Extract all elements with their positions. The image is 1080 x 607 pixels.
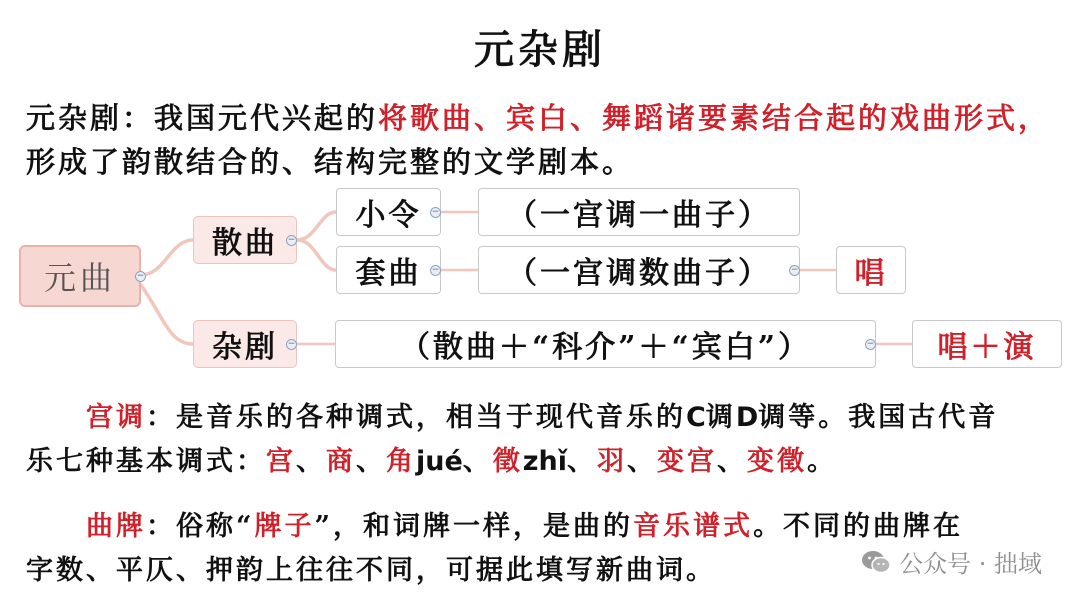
node-taoqu[interactable] xyxy=(336,246,441,294)
gongdiao-text-1: ：是音乐的各种调式，相当于现代音乐的 xyxy=(146,402,686,433)
gongdiao-line-2 xyxy=(26,440,837,484)
node-taoqu-desc[interactable] xyxy=(478,246,800,294)
link-root-zaju xyxy=(141,285,193,344)
node-sing-label: 唱 xyxy=(854,256,888,291)
separator: 、 xyxy=(296,446,326,477)
separator: 、 xyxy=(462,446,493,477)
mode-zhi-pinyin: zhǐ xyxy=(522,446,567,477)
watermark xyxy=(861,544,1042,579)
node-sanqu-label: 散曲 xyxy=(212,226,278,261)
qupai-line-2: 字数、平仄、押韵上往往不同，可据此填写新曲词。 xyxy=(26,555,716,586)
separator: 、 xyxy=(627,446,657,477)
qupai-text-3: 。不同的曲牌在 xyxy=(753,511,964,542)
gongdiao-text-2: 调等。我国古代音 xyxy=(758,402,999,433)
qupai-paizi: 牌子 xyxy=(254,511,315,542)
collapse-toggle-icon[interactable]: − xyxy=(431,207,440,217)
node-zaju-desc[interactable] xyxy=(335,320,876,368)
gongdiao-d-key: D xyxy=(735,402,759,433)
definition-lead: 元杂剧：我国元代兴起的 xyxy=(26,101,379,135)
qupai-term: 曲牌 xyxy=(86,511,146,542)
collapse-toggle-icon[interactable]: − xyxy=(866,339,875,349)
qupai-score: 音乐谱式 xyxy=(633,511,754,542)
node-sing[interactable] xyxy=(836,246,906,294)
separator: 、 xyxy=(356,446,386,477)
collapse-toggle-icon[interactable]: − xyxy=(790,265,799,275)
definition-highlight: 将歌曲、宾白、舞蹈诸要素结合起的戏曲形式， xyxy=(378,101,1051,135)
node-sanqu[interactable] xyxy=(193,216,297,264)
mode-jiao-pinyin: jué xyxy=(416,446,463,477)
separator: 、 xyxy=(717,446,747,477)
qupai-text-1: ：俗称“ xyxy=(146,511,255,542)
node-taoqu-label: 套曲 xyxy=(355,256,422,291)
collapse-toggle-icon[interactable]: − xyxy=(431,265,440,275)
link-root-sanqu xyxy=(141,240,193,275)
period: 。 xyxy=(807,446,837,477)
gongdiao-line-1 xyxy=(86,396,998,440)
mode-zhi: 徵 xyxy=(492,446,523,477)
mode-jiao: 角 xyxy=(386,446,416,477)
node-yuanqu-label: 元曲 xyxy=(43,259,116,297)
watermark-text: 公众号 · 拙域 xyxy=(899,550,1042,578)
node-xiaoling-desc-label: （一宫调一曲子） xyxy=(507,198,771,233)
node-xiaoling-label: 小令 xyxy=(355,198,422,233)
node-zaju-label: 杂剧 xyxy=(212,330,278,365)
node-yuanqu[interactable] xyxy=(19,245,141,307)
node-taoqu-desc-label: （一宫调数曲子） xyxy=(507,256,771,291)
qupai-line-1 xyxy=(86,505,963,549)
separator: 、 xyxy=(567,446,597,477)
link-sanqu-xiaoling xyxy=(297,212,336,240)
gongdiao-c-key: C xyxy=(686,402,706,433)
definition-line-2: 形成了韵散结合的、结构完整的文学剧本。 xyxy=(26,145,635,179)
mode-yu: 羽 xyxy=(597,446,627,477)
node-zaju-desc-label: （散曲＋“科介”＋“宾白”） xyxy=(399,330,812,365)
mode-gong: 宫 xyxy=(266,446,296,477)
node-sing-act-label: 唱＋演 xyxy=(937,330,1037,365)
mode-bianzhi: 变徵 xyxy=(747,446,807,477)
gongdiao-mid: 调 xyxy=(705,402,736,433)
mode-biangong: 变宫 xyxy=(657,446,717,477)
collapse-toggle-icon[interactable]: − xyxy=(287,339,296,349)
collapse-toggle-icon[interactable]: − xyxy=(287,235,296,245)
node-zaju[interactable] xyxy=(193,320,297,368)
qupai-text-2: ”，和词牌一样，是曲的 xyxy=(314,511,634,542)
mode-shang: 商 xyxy=(326,446,356,477)
node-xiaoling[interactable] xyxy=(336,188,441,236)
gongdiao-term: 宫调 xyxy=(86,402,146,433)
gongdiao-line2-lead: 乐七种基本调式： xyxy=(26,446,266,477)
node-sing-act[interactable] xyxy=(912,320,1062,368)
link-sanqu-taoqu xyxy=(297,240,336,270)
page-title: 元杂剧 xyxy=(474,26,606,73)
wechat-icon xyxy=(861,549,891,575)
collapse-toggle-icon[interactable]: − xyxy=(136,271,145,281)
node-xiaoling-desc[interactable] xyxy=(478,188,800,236)
